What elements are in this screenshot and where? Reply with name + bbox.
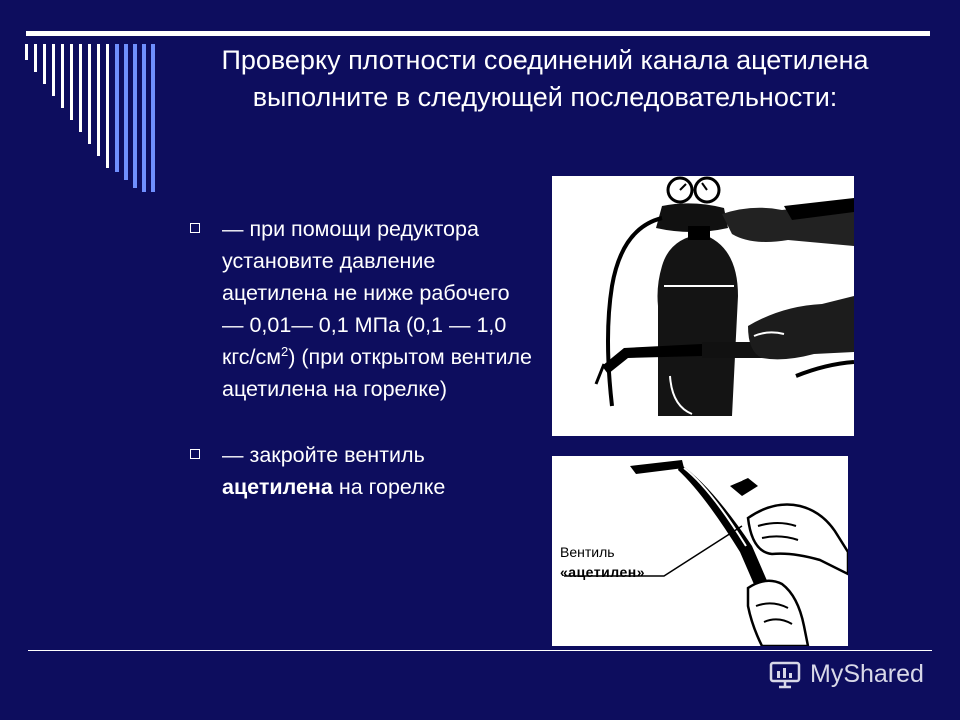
bullet-2-text-end: на горелке: [332, 475, 446, 499]
bullet-1-text: — при помощи редуктора установите давление ацетилена не ниже рабочего — 0,01— 0,1 МПа (0,1 — 1,0 кгс/см: [222, 217, 510, 369]
bullet-1-text-end: ) (при открытом вентиле ацетилена на горелке): [222, 345, 532, 401]
superscript-two: 2: [281, 343, 289, 359]
watermark: [768, 659, 924, 689]
valve-label-line1: Вентиль: [560, 544, 615, 560]
bullet-2-text: — закройте вентиль: [222, 443, 425, 467]
valve-label-line2: «ацетилен»: [560, 564, 645, 580]
cylinder-reducer-illustration: [552, 176, 854, 436]
presentation-logo-icon: [768, 659, 804, 689]
top-rule: [26, 31, 930, 36]
torch-valve-illustration: [552, 456, 848, 646]
bullet-list: [186, 213, 536, 503]
slide-title: Проверку плотности соединений канала ацетилена выполните в следующей последовательности:: [221, 45, 869, 112]
bullet-item-2: [186, 439, 536, 503]
bullet-item-1: [186, 213, 536, 405]
bullet-2-bold-word: ацетилена: [222, 475, 333, 499]
valve-label: [560, 542, 645, 582]
square-bullet-icon: [190, 449, 200, 459]
bottom-rule: [28, 650, 932, 651]
square-bullet-icon: [190, 223, 200, 233]
watermark-text: MyShared: [810, 659, 924, 688]
decorative-stripes: [0, 0, 160, 200]
